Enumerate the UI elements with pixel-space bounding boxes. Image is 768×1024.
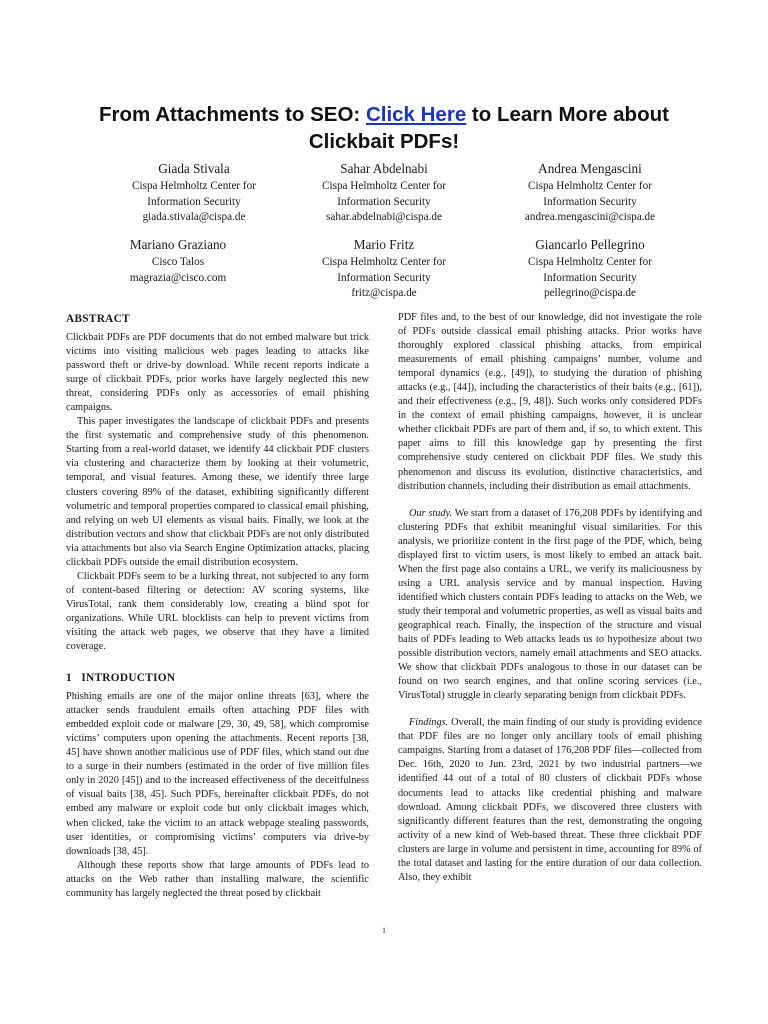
author-block bbox=[480, 236, 700, 302]
author-block bbox=[480, 160, 700, 226]
title-link[interactable]: Click Here bbox=[365, 103, 467, 126]
author-name: Mariano Graziano bbox=[129, 237, 227, 252]
title-prefix: From Attachments to SEO: bbox=[99, 103, 366, 126]
left-column bbox=[66, 311, 369, 901]
author-affiliation: Cispa Helmholtz Center for bbox=[322, 256, 446, 268]
author-affiliation: Information Security bbox=[147, 195, 241, 208]
author-email: andrea.mengascini@cispa.de bbox=[524, 211, 656, 224]
author-email: giada.stivala@cispa.de bbox=[142, 211, 246, 224]
title-suffix: to Learn More about Clickbait PDFs! bbox=[308, 103, 669, 153]
abstract-heading: ABSTRACT bbox=[66, 313, 130, 325]
our-study-label: Our study. bbox=[409, 507, 453, 519]
author-affiliation: Cispa Helmholtz Center for bbox=[528, 180, 652, 192]
author-affiliation: Information Security bbox=[337, 195, 431, 208]
author-affiliation: Cispa Helmholtz Center for bbox=[132, 180, 256, 192]
author-block bbox=[68, 236, 288, 286]
author-name: Sahar Abdelnabi bbox=[340, 161, 428, 176]
findings-text: Overall, the main finding of our study is providing evidence that PDF files are no longer only ancillary tools of email phishing campaigns. Starting from a dataset of 176,208 PDF files—collected from Dec. 16th, 2020 to Jun. 23rd, 2021 by two industrial partners—we identified 44 out of a total of 80 clusters of clickbait PDFs whose documents lead to attacks like credential phishing and malware download. Among clickbait PDFs, we discovered three clusters with significantly different features than the rest, demonstrating the ongoing activity of a new kind of Web-based threat. These three clickbait PDF clusters are large in volume and persistent in time, accounting for 89% of the total dataset and lasting for the entire duration of our data collection. Also, they exhibit bbox=[398, 717, 702, 883]
author-affiliation: Information Security bbox=[543, 271, 637, 284]
author-name: Giancarlo Pellegrino bbox=[535, 237, 645, 252]
our-study-text: We start from a dataset of 176,208 PDFs by identifying and clustering PDFs that exhibit meaningful visual similarities. For this analysis, we prioritize content in the first page of the PDF, which, being displayed first to victim users, is most likely to embed an attack bait. When the first page also contains a URL, we verify its maliciousness by using a URL analysis service and by manual inspection. Having identified which clusters contain PDFs leading to attacks on the Web, we study their temporal and volumetric properties, as well as visual baits and geographical reach. Finally, the inspection of the structure and visual baits of PDFs leading to Web attacks leads us to hypothesize about two possible distribution vectors, namely email attachments and SEO attacks. We show that clickbait PDFs analogous to those in our dataset can be found on two search engines, and that online scoring services (i.e., VirusTotal) struggle in clearly separating benign from clickbait PDFs. bbox=[398, 507, 702, 702]
abstract-paragraph: Clickbait PDFs seem to be a lurking threat, not subjected to any form of content-based filtering or detection: AV scoring systems, like VirusTotal, rank them considerably low, creating a blind spot for organizations. While URL blocklists can help to prevent victims from visiting the attack web pages, we observe that they have a limited coverage. bbox=[66, 570, 369, 653]
findings-label: Findings. bbox=[409, 717, 449, 729]
author-email: pellegrino@cispa.de bbox=[543, 287, 636, 300]
body-paragraph: PDF files and, to the best of our knowledge, did not investigate the role of PDFs outside classical email phishing attacks. Prior works have thoroughly explored classical phishing attacks, from empirical measurements of email phishing campaigns’ number, volume and temporal dynamics (e.g., [49]), to studying the duration of phishing attacks (e.g., [44]), including the characteristics of their baits (e.g., [61]), and their effectiveness (e.g., [9, 48]). Such works only considered PDFs in the context of email phishing campaigns, however, it is unclear whether clickbait PDFs are part of them and, if so, to which extent. This paper aims to fill this knowledge gap by presenting the first comprehensive study centered on clickbait PDF files. We study this phenomenon and discuss its evolution, distinctive characteristics, and distribution channels, including their distribution as email attachments. bbox=[398, 312, 702, 492]
author-name: Giada Stivala bbox=[158, 161, 230, 176]
findings-paragraph bbox=[398, 716, 702, 885]
intro-paragraph: Phishing emails are one of the major online threats [63], where the attacker sends fraudulent emails often attaching PDF files with embedded exploit code or malware [29, 30, 49, 58], which compromise victims’ computers upon opening the attachments. Recent reports [38, 45] have shown another malicious use of PDF files, which stand out due to a surge in their numbers (estimated in the order of five million files only in 2020 [45]) and to the increased effectiveness of the deceitfulness of visual baits [38, 45]. Such PDFs, hereinafter clickbait PDFs, do not embed any malware or exploit code but only clickbait images which, when clicked, take the victim to an attack webpage stealing passwords, user identities, or compromising victims’ computers via drive-by downloads [38, 45]. bbox=[66, 691, 369, 857]
right-column bbox=[398, 311, 702, 885]
author-affiliation: Cispa Helmholtz Center for bbox=[528, 256, 652, 268]
author-email: magrazia@cisco.com bbox=[129, 271, 227, 284]
author-block bbox=[84, 160, 304, 226]
abstract-paragraph: Clickbait PDFs are PDF documents that do not embed malware but trick victims into visiting malicious web pages leading to attacks like password theft or drive-by download. While recent reports indicate a surge of clickbait PDFs, prior works have largely neglected this new threat, considering PDFs only as accessories of email phishing campaigns. bbox=[66, 332, 369, 414]
page-number: 1 bbox=[382, 926, 386, 935]
author-affiliation: Information Security bbox=[543, 195, 637, 208]
introduction-heading: 1 INTRODUCTION bbox=[66, 672, 176, 685]
author-email: sahar.abdelnabi@cispa.de bbox=[326, 211, 442, 224]
abstract-paragraph: This paper investigates the landscape of clickbait PDFs and presents the first systematic and comprehensive study of this phenomenon. Starting from a real-world dataset, we identify 44 clickbait PDF clusters via clustering and characterize them by looking at their volumetric, temporal, and visual features. Among these, we identify three large clusters covering 89% of the dataset, exhibiting significantly different volumetric and temporal properties compared to classical email phishing, and relying on web UI elements as visual baits. Finally, we look at the distribution vectors and show that clickbait PDFs are not only distributed via attachments but also via Search Engine Optimization attacks, placing clickbait PDFs outside the email distribution ecosystem. bbox=[66, 416, 369, 568]
intro-paragraph: Although these reports show that large amounts of PDFs lead to attacks on the Web rather than installing malware, the scientific community has largely neglected the threat posed by clickbait bbox=[66, 859, 369, 899]
author-affiliation: Cispa Helmholtz Center for bbox=[322, 180, 446, 192]
paper-title bbox=[60, 101, 708, 155]
author-name: Mario Fritz bbox=[353, 237, 415, 252]
author-affiliation: Information Security bbox=[337, 271, 431, 284]
author-block bbox=[274, 160, 494, 226]
author-email: fritz@cispa.de bbox=[351, 287, 417, 300]
our-study-paragraph bbox=[398, 507, 702, 704]
author-affiliation: Cisco Talos bbox=[151, 256, 205, 268]
author-name: Andrea Mengascini bbox=[538, 161, 642, 176]
author-block bbox=[274, 236, 494, 302]
